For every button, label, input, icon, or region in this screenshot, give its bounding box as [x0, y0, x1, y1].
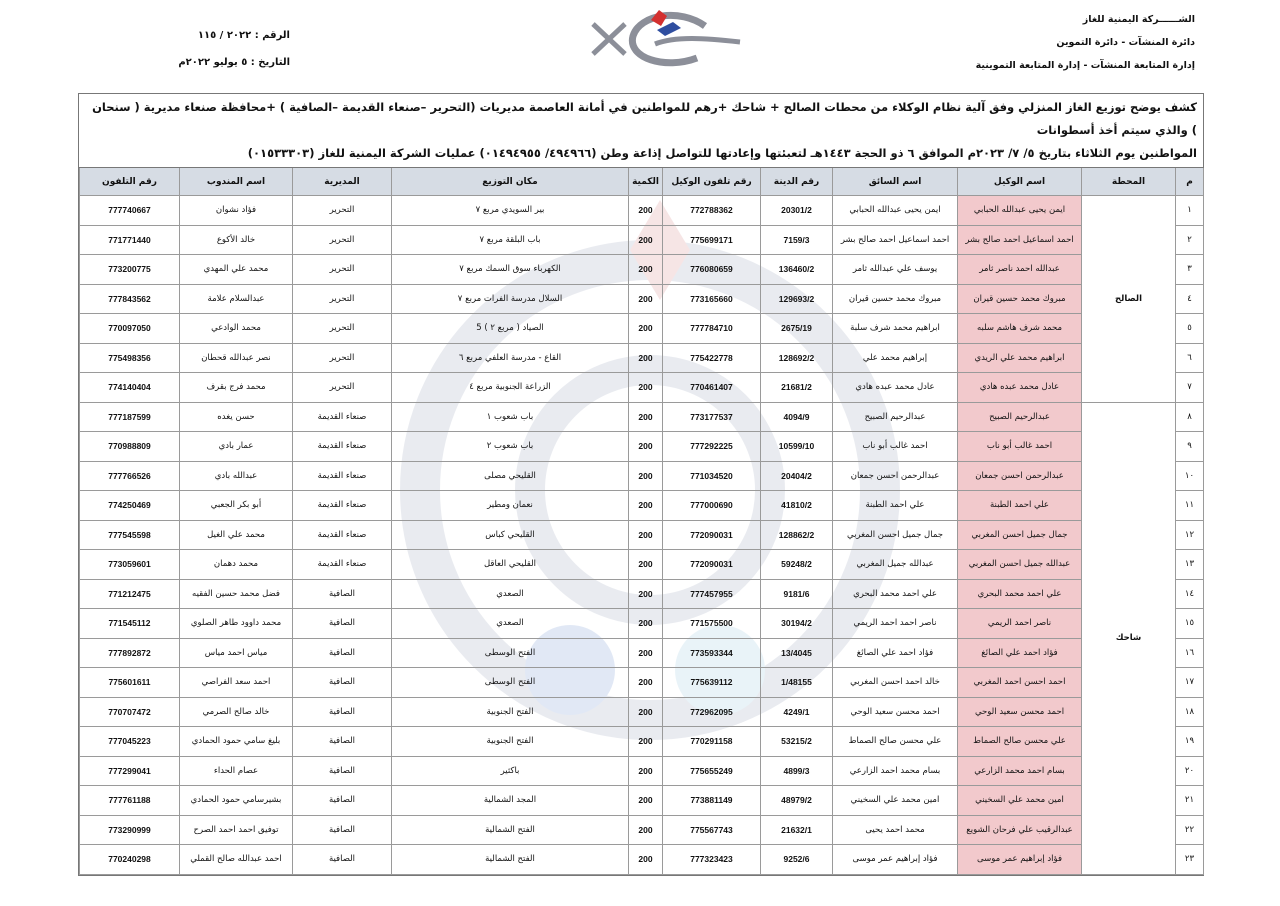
row-driver-name: ابراهيم محمد شرف سلبة: [833, 314, 958, 344]
company-name: الشــــــركة اليمنية للغاز: [1082, 14, 1195, 25]
row-agent-name: علي احمد محمد البحري: [958, 579, 1082, 609]
row-vehicle-number: 21632/1: [761, 815, 833, 845]
col-driver-name: اسم السائق: [833, 168, 958, 196]
row-agent-name: محمد شرف هاشم سلبه: [958, 314, 1082, 344]
row-agent-phone: 772090031: [663, 550, 761, 580]
row-quantity: 200: [629, 461, 663, 491]
row-agent-phone: 777457955: [663, 579, 761, 609]
row-agent-phone: 773593344: [663, 638, 761, 668]
row-driver-name: احمد غالب أبو ناب: [833, 432, 958, 462]
row-quantity: 200: [629, 609, 663, 639]
row-agent-phone: 773165660: [663, 284, 761, 314]
row-phone: 777045223: [80, 727, 180, 757]
row-agent-phone: 777323423: [663, 845, 761, 875]
row-distribution-place: بير السويدي مربع ٧: [392, 196, 629, 226]
row-quantity: 200: [629, 845, 663, 875]
row-phone: 775498356: [80, 343, 180, 373]
row-driver-name: عبدالرحيم الصبيح: [833, 402, 958, 432]
row-seq: ١٥: [1176, 609, 1204, 639]
col-agent-name: اسم الوكيل: [958, 168, 1082, 196]
row-district: التحرير: [293, 343, 392, 373]
row-district: الصافية: [293, 845, 392, 875]
row-vehicle-number: 4899/3: [761, 756, 833, 786]
row-distribution-place: باب شعوب ١: [392, 402, 629, 432]
row-agent-phone: 777292225: [663, 432, 761, 462]
table-row: [80, 609, 1204, 639]
row-seq: ٢: [1176, 225, 1204, 255]
row-representative: خالد الأكوع: [180, 225, 293, 255]
row-quantity: 200: [629, 668, 663, 698]
row-seq: ١٠: [1176, 461, 1204, 491]
title-line-2: المواطنين يوم الثلاثاء بتاريخ ٥/ ٧/ ٢٠٢٣م الموافق ٦ ذو الحجة ١٤٤٣هـ لتعبئتها وإعادتها للتواصل إذاعة وطن (٤٩٤٩٦٦/ ٠١٤٩٤٩٥٥) عمليات الشركة اليمنية للغاز (٠١٥٣٣٣٠٣): [247, 146, 1197, 160]
distribution-sheet: [78, 93, 1204, 876]
row-representative: محمد دهمان: [180, 550, 293, 580]
row-representative: فضل محمد حسين الفقيه: [180, 579, 293, 609]
row-quantity: 200: [629, 373, 663, 403]
row-representative: عبدالسلام علامة: [180, 284, 293, 314]
row-phone: 777740667: [80, 196, 180, 226]
row-vehicle-number: 1/48155: [761, 668, 833, 698]
row-driver-name: مبروك محمد حسين قيران: [833, 284, 958, 314]
row-distribution-place: السلال مدرسة الفرات مربع ٧: [392, 284, 629, 314]
col-distribution-place: مكان التوزيع: [392, 168, 629, 196]
row-vehicle-number: 20301/2: [761, 196, 833, 226]
table-row: [80, 727, 1204, 757]
row-phone: 777299041: [80, 756, 180, 786]
row-quantity: 200: [629, 284, 663, 314]
row-agent-phone: 775699171: [663, 225, 761, 255]
table-row: [80, 579, 1204, 609]
row-phone: 770988809: [80, 432, 180, 462]
row-phone: 770097050: [80, 314, 180, 344]
row-district: التحرير: [293, 225, 392, 255]
row-district: الصافية: [293, 638, 392, 668]
row-seq: ٦: [1176, 343, 1204, 373]
distribution-table: [79, 168, 1204, 875]
row-quantity: 200: [629, 402, 663, 432]
row-phone: 770707472: [80, 697, 180, 727]
row-distribution-place: المجد الشمالية: [392, 786, 629, 816]
table-row: [80, 756, 1204, 786]
row-driver-name: علي محسن صالح الصماط: [833, 727, 958, 757]
row-distribution-place: نعمان ومطير: [392, 491, 629, 521]
row-quantity: 200: [629, 314, 663, 344]
company-logo: [585, 6, 745, 72]
row-agent-name: ابراهيم محمد علي الريدي: [958, 343, 1082, 373]
col-agent-phone: رقم تلفون الوكيل: [663, 168, 761, 196]
row-vehicle-number: 20404/2: [761, 461, 833, 491]
row-seq: ١٣: [1176, 550, 1204, 580]
row-representative: احمد سعد الفراصي: [180, 668, 293, 698]
row-district: الصافية: [293, 609, 392, 639]
row-quantity: 200: [629, 756, 663, 786]
row-representative: عمار بادي: [180, 432, 293, 462]
row-district: صنعاء القديمة: [293, 491, 392, 521]
row-phone: 777766526: [80, 461, 180, 491]
sheet-title: [79, 94, 1203, 168]
row-agent-name: ايمن يحيى عبدالله الحبابي: [958, 196, 1082, 226]
col-quantity: الكمية: [629, 168, 663, 196]
row-vehicle-number: 21681/2: [761, 373, 833, 403]
row-agent-phone: 771575500: [663, 609, 761, 639]
row-vehicle-number: 4094/9: [761, 402, 833, 432]
row-representative: نصر عبدالله قحطان: [180, 343, 293, 373]
row-phone: 777892872: [80, 638, 180, 668]
table-row: [80, 402, 1204, 432]
table-row: [80, 520, 1204, 550]
row-quantity: 200: [629, 697, 663, 727]
row-representative: مياس احمد مياس: [180, 638, 293, 668]
row-driver-name: احمد محسن سعيد الوحي: [833, 697, 958, 727]
row-representative: بشيرسامي حمود الحمادي: [180, 786, 293, 816]
row-driver-name: خالد احمد احسن المغربي: [833, 668, 958, 698]
row-representative: حسن يغده: [180, 402, 293, 432]
table-row: [80, 225, 1204, 255]
row-driver-name: علي احمد محمد البحري: [833, 579, 958, 609]
row-district: الصافية: [293, 786, 392, 816]
row-agent-name: مبروك محمد حسين قيران: [958, 284, 1082, 314]
row-phone: 777545598: [80, 520, 180, 550]
row-phone: 775601611: [80, 668, 180, 698]
row-distribution-place: الصياد ( مربع ٢ ) 5: [392, 314, 629, 344]
row-vehicle-number: 53215/2: [761, 727, 833, 757]
col-station: المحطة: [1082, 168, 1176, 196]
row-driver-name: ايمن يحيى عبدالله الحبابي: [833, 196, 958, 226]
row-representative: محمد الوادعي: [180, 314, 293, 344]
row-seq: ١٢: [1176, 520, 1204, 550]
row-district: التحرير: [293, 255, 392, 285]
table-row: [80, 491, 1204, 521]
row-district: الصافية: [293, 756, 392, 786]
row-station: الصالح: [1082, 196, 1176, 403]
row-agent-phone: 772962095: [663, 697, 761, 727]
col-representative: اسم المندوب: [180, 168, 293, 196]
row-phone: 777761188: [80, 786, 180, 816]
row-seq: ١: [1176, 196, 1204, 226]
row-driver-name: إبراهيم محمد علي: [833, 343, 958, 373]
table-row: [80, 845, 1204, 875]
row-district: صنعاء القديمة: [293, 520, 392, 550]
row-quantity: 200: [629, 579, 663, 609]
row-district: صنعاء القديمة: [293, 402, 392, 432]
row-vehicle-number: 9181/6: [761, 579, 833, 609]
row-vehicle-number: 48979/2: [761, 786, 833, 816]
row-representative: محمد علي الغيل: [180, 520, 293, 550]
row-vehicle-number: 10599/10: [761, 432, 833, 462]
document-date: التاريخ : ٥ يوليو ٢٠٢٢م: [178, 57, 290, 68]
row-distribution-place: الكهرباء سوق السمك مربع ٧: [392, 255, 629, 285]
row-district: الصافية: [293, 815, 392, 845]
table-row: [80, 343, 1204, 373]
row-driver-name: علي احمد الطبنة: [833, 491, 958, 521]
row-agent-phone: 777000690: [663, 491, 761, 521]
row-agent-phone: 775567743: [663, 815, 761, 845]
row-vehicle-number: 136460/2: [761, 255, 833, 285]
row-phone: 773200775: [80, 255, 180, 285]
row-driver-name: جمال جميل احسن المغربي: [833, 520, 958, 550]
table-row: [80, 550, 1204, 580]
row-distribution-place: الصعدي: [392, 579, 629, 609]
row-agent-name: علي محسن صالح الصماط: [958, 727, 1082, 757]
row-distribution-place: القليحي كباس: [392, 520, 629, 550]
row-seq: ٨: [1176, 402, 1204, 432]
row-agent-name: عبدالله جميل احسن المغربي: [958, 550, 1082, 580]
row-district: الصافية: [293, 668, 392, 698]
row-driver-name: عادل محمد عبده هادي: [833, 373, 958, 403]
row-quantity: 200: [629, 432, 663, 462]
department-line-1: دائرة المنشآت - دائرة التموين: [1056, 37, 1195, 48]
row-distribution-place: الصعدي: [392, 609, 629, 639]
row-agent-name: جمال جميل احسن المغربي: [958, 520, 1082, 550]
row-phone: 777843562: [80, 284, 180, 314]
row-agent-phone: 770291158: [663, 727, 761, 757]
title-line-1: كشف يوضح توزيع الغاز المنزلي وفق آلية نظام الوكلاء من محطات الصالح + شاحك +رهم للمواطنين في أمانة العاصمة مديريات (التحرير –صنعاء القديمة –الصافية ) +محافظة صنعاء مديرية ( سنحان ) والذي سيتم أخذ أسطوانات: [92, 100, 1197, 137]
row-district: صنعاء القديمة: [293, 432, 392, 462]
col-district: المديرية: [293, 168, 392, 196]
row-quantity: 200: [629, 491, 663, 521]
row-district: صنعاء القديمة: [293, 461, 392, 491]
row-driver-name: محمد احمد يحيى: [833, 815, 958, 845]
row-district: التحرير: [293, 196, 392, 226]
table-row: [80, 373, 1204, 403]
row-driver-name: يوسف علي عبدالله ثامر: [833, 255, 958, 285]
row-distribution-place: باكثير: [392, 756, 629, 786]
row-seq: ٤: [1176, 284, 1204, 314]
row-seq: ٩: [1176, 432, 1204, 462]
row-station: شاحك: [1082, 402, 1176, 874]
row-distribution-place: القليحي مصلى: [392, 461, 629, 491]
row-vehicle-number: 4249/1: [761, 697, 833, 727]
row-phone: 774250469: [80, 491, 180, 521]
table-row: [80, 638, 1204, 668]
row-agent-name: فؤاد إبراهيم عمر موسى: [958, 845, 1082, 875]
table-row: [80, 432, 1204, 462]
row-driver-name: احمد اسماعيل احمد صالح بشر: [833, 225, 958, 255]
row-agent-name: احمد احسن احمد المغربي: [958, 668, 1082, 698]
row-seq: ١١: [1176, 491, 1204, 521]
table-row: [80, 668, 1204, 698]
row-vehicle-number: 30194/2: [761, 609, 833, 639]
row-agent-phone: 771034520: [663, 461, 761, 491]
row-agent-name: ناصر احمد الريمي: [958, 609, 1082, 639]
row-vehicle-number: 7159/3: [761, 225, 833, 255]
row-seq: ٢٣: [1176, 845, 1204, 875]
row-agent-name: علي احمد الطبنة: [958, 491, 1082, 521]
row-agent-name: عبدالرحمن احسن جمعان: [958, 461, 1082, 491]
row-vehicle-number: 129693/2: [761, 284, 833, 314]
table-row: [80, 815, 1204, 845]
row-seq: ٢١: [1176, 786, 1204, 816]
row-phone: 777187599: [80, 402, 180, 432]
row-quantity: 200: [629, 196, 663, 226]
row-seq: ١٦: [1176, 638, 1204, 668]
row-quantity: 200: [629, 815, 663, 845]
row-phone: 774140404: [80, 373, 180, 403]
row-phone: 771771440: [80, 225, 180, 255]
row-quantity: 200: [629, 343, 663, 373]
table-row: [80, 314, 1204, 344]
row-agent-phone: 776080659: [663, 255, 761, 285]
col-vehicle-number: رقم الدينة: [761, 168, 833, 196]
row-agent-phone: 775639112: [663, 668, 761, 698]
row-driver-name: عبدالرحمن احسن جمعان: [833, 461, 958, 491]
row-district: التحرير: [293, 373, 392, 403]
row-distribution-place: الفتح الوسطى: [392, 668, 629, 698]
row-representative: محمد علي المهدي: [180, 255, 293, 285]
row-agent-name: عبدالرقيب علي فرحان الشويع: [958, 815, 1082, 845]
row-phone: 773290999: [80, 815, 180, 845]
row-agent-phone: 775655249: [663, 756, 761, 786]
row-distribution-place: الزراعة الجنوبية مربع ٤: [392, 373, 629, 403]
row-agent-phone: 773881149: [663, 786, 761, 816]
row-district: صنعاء القديمة: [293, 550, 392, 580]
row-quantity: 200: [629, 225, 663, 255]
row-representative: عصام الحداء: [180, 756, 293, 786]
row-district: الصافية: [293, 697, 392, 727]
row-quantity: 200: [629, 727, 663, 757]
row-seq: ٥: [1176, 314, 1204, 344]
row-seq: ٢٠: [1176, 756, 1204, 786]
row-seq: ١٧: [1176, 668, 1204, 698]
row-quantity: 200: [629, 520, 663, 550]
row-representative: عبدالله بادي: [180, 461, 293, 491]
table-row: [80, 461, 1204, 491]
row-phone: 771545112: [80, 609, 180, 639]
table-row: [80, 697, 1204, 727]
table-row: [80, 196, 1204, 226]
table-body: [80, 196, 1204, 875]
row-agent-name: فؤاد احمد علي الصائغ: [958, 638, 1082, 668]
row-agent-name: بسام احمد محمد الزارعي: [958, 756, 1082, 786]
row-distribution-place: القليحي العاقل: [392, 550, 629, 580]
row-agent-phone: 770461407: [663, 373, 761, 403]
row-representative: توفيق احمد احمد الصرح: [180, 815, 293, 845]
table-row: [80, 284, 1204, 314]
row-distribution-place: باب البلقة مربع ٧: [392, 225, 629, 255]
row-vehicle-number: 9252/6: [761, 845, 833, 875]
row-distribution-place: باب شعوب ٢: [392, 432, 629, 462]
row-phone: 773059601: [80, 550, 180, 580]
row-vehicle-number: 128862/2: [761, 520, 833, 550]
row-distribution-place: الفتح الجنوبية: [392, 697, 629, 727]
row-district: التحرير: [293, 314, 392, 344]
row-vehicle-number: 59248/2: [761, 550, 833, 580]
row-driver-name: عبدالله جميل المغربي: [833, 550, 958, 580]
row-agent-name: احمد اسماعيل احمد صالح بشر: [958, 225, 1082, 255]
row-phone: 771212475: [80, 579, 180, 609]
row-agent-name: امين محمد علي السخيني: [958, 786, 1082, 816]
row-distribution-place: الفتح الشمالية: [392, 845, 629, 875]
table-header-row: [80, 168, 1204, 196]
row-district: الصافية: [293, 579, 392, 609]
row-agent-name: عبدالله احمد ناصر ثامر: [958, 255, 1082, 285]
col-seq: م: [1176, 168, 1204, 196]
row-agent-name: احمد غالب أبو ناب: [958, 432, 1082, 462]
row-representative: محمد فرج بقرف: [180, 373, 293, 403]
row-distribution-place: الفتح الوسطى: [392, 638, 629, 668]
row-vehicle-number: 13/4045: [761, 638, 833, 668]
reference-number: الرقم : ٢٠٢٢ / ١١٥: [197, 30, 290, 41]
row-phone: 770240298: [80, 845, 180, 875]
row-representative: بليغ سامي حمود الحمادي: [180, 727, 293, 757]
row-seq: ٢٢: [1176, 815, 1204, 845]
row-agent-phone: 772090031: [663, 520, 761, 550]
row-driver-name: بسام محمد احمد الزارعي: [833, 756, 958, 786]
row-seq: ١٩: [1176, 727, 1204, 757]
table-row: [80, 786, 1204, 816]
department-line-2: إدارة المتابعة المنشآت - إدارة المتابعة التموينية: [975, 60, 1195, 71]
row-agent-phone: 777784710: [663, 314, 761, 344]
row-representative: خالد صالح الصرمي: [180, 697, 293, 727]
row-quantity: 200: [629, 255, 663, 285]
row-representative: أبو بكر الجعبي: [180, 491, 293, 521]
row-seq: ١٨: [1176, 697, 1204, 727]
document-reference: [150, 22, 290, 76]
row-agent-name: عادل محمد عبده هادي: [958, 373, 1082, 403]
row-quantity: 200: [629, 786, 663, 816]
table-row: [80, 255, 1204, 285]
col-phone: رقم التلفون: [80, 168, 180, 196]
row-distribution-place: القاع - مدرسة العلفي مربع ٦: [392, 343, 629, 373]
row-seq: ٧: [1176, 373, 1204, 403]
row-representative: فؤاد نشوان: [180, 196, 293, 226]
row-district: التحرير: [293, 284, 392, 314]
row-representative: احمد عبدالله صالح القملي: [180, 845, 293, 875]
row-agent-name: احمد محسن سعيد الوحي: [958, 697, 1082, 727]
company-header: [905, 8, 1195, 77]
row-driver-name: فؤاد احمد علي الصائغ: [833, 638, 958, 668]
row-driver-name: امين محمد علي السخيني: [833, 786, 958, 816]
row-seq: ٣: [1176, 255, 1204, 285]
row-driver-name: فؤاد إبراهيم عمر موسى: [833, 845, 958, 875]
row-distribution-place: الفتح الشمالية: [392, 815, 629, 845]
row-seq: ١٤: [1176, 579, 1204, 609]
row-agent-phone: 772788362: [663, 196, 761, 226]
row-agent-phone: 775422778: [663, 343, 761, 373]
row-driver-name: ناصر احمد احمد الريمي: [833, 609, 958, 639]
row-vehicle-number: 2675/19: [761, 314, 833, 344]
row-representative: محمد داوود طاهر الصلوي: [180, 609, 293, 639]
row-quantity: 200: [629, 550, 663, 580]
row-vehicle-number: 41810/2: [761, 491, 833, 521]
row-agent-phone: 773177537: [663, 402, 761, 432]
row-quantity: 200: [629, 638, 663, 668]
row-agent-name: عبدالرحيم الصبيح: [958, 402, 1082, 432]
row-district: الصافية: [293, 727, 392, 757]
row-distribution-place: الفتح الجنوبية: [392, 727, 629, 757]
row-vehicle-number: 128692/2: [761, 343, 833, 373]
